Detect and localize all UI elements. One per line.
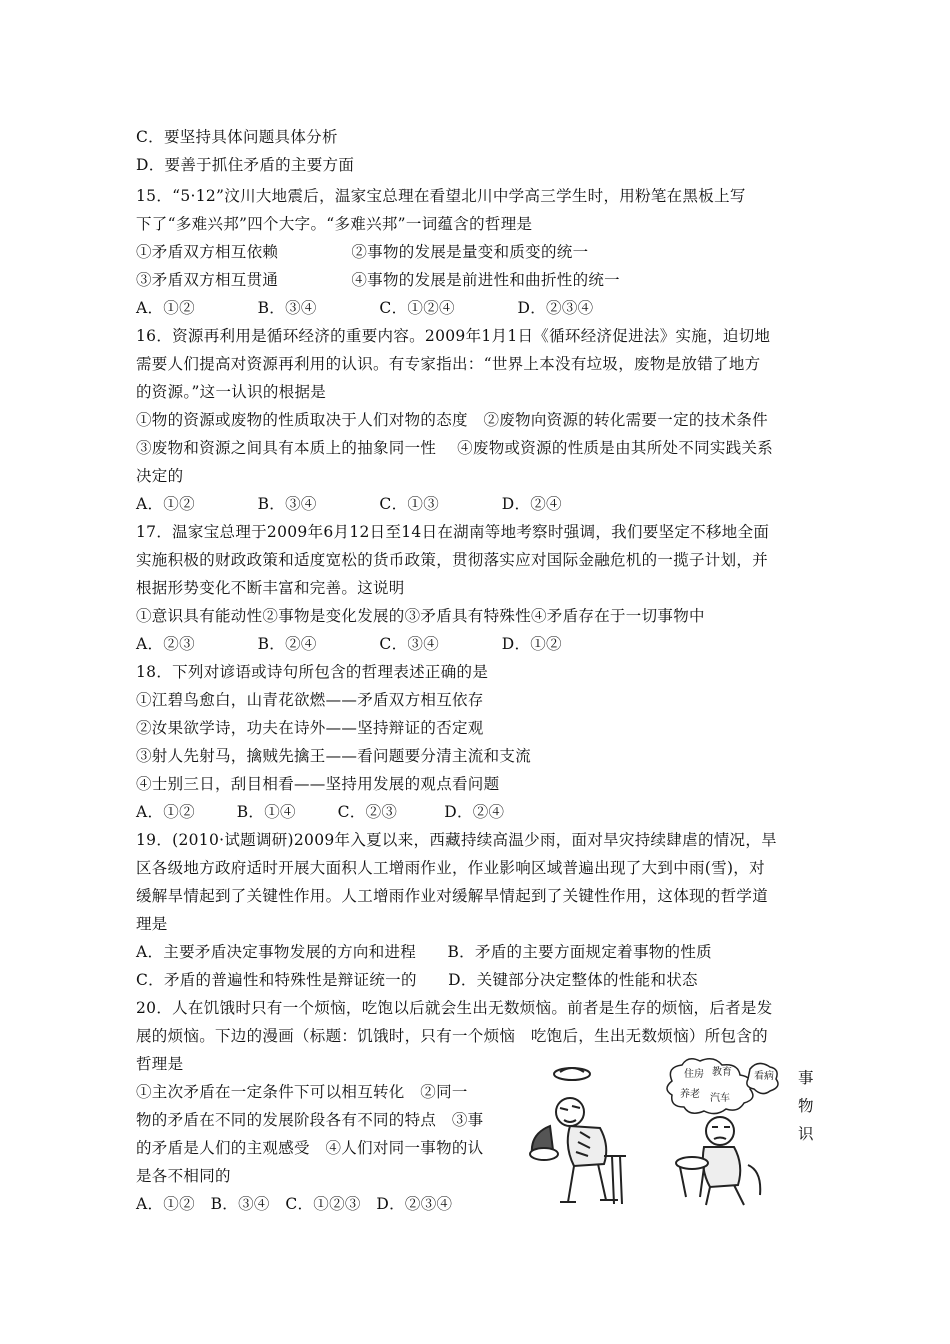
text-line: A．①② B．③④ C．①③ D．②④: [136, 495, 562, 513]
text-line: 根据形势变化不断丰富和完善。这说明: [136, 579, 405, 597]
worry-car: 汽车: [710, 1093, 730, 1104]
text-line: 的矛盾是人们的主观感受 ④人们对同一事物的认: [136, 1139, 484, 1157]
wrap-char-3: 识: [798, 1125, 814, 1143]
text-line: 下了“多难兴邦”四个大字。“多难兴邦”一词蕴含的哲理是: [136, 215, 533, 233]
text-line: ③矛盾双方相互贯通 ④事物的发展是前进性和曲折性的统一: [136, 271, 620, 289]
text-line: 实施积极的财政政策和适度宽松的货币政策，贯彻落实应对国际金融危机的一揽子计划，并: [136, 551, 769, 569]
wrap-char-1: 事: [798, 1069, 814, 1087]
worry-housing: 住房: [684, 1069, 704, 1080]
text-line: ①意识具有能动性②事物是变化发展的③矛盾具有特殊性④矛盾存在于一切事物中: [136, 607, 705, 625]
text-line: 决定的: [136, 467, 184, 485]
text-line: 19．(2010·试题调研)2009年入夏以来，西藏持续高温少雨，面对旱灾持续肆虐的情况，旱: [136, 831, 777, 849]
text-line: 16．资源再利用是循环经济的重要内容。2009年1月1日《循环经济促进法》实施，迫切地: [136, 327, 771, 345]
text-line: 物的矛盾在不同的发展阶段各有不同的特点 ③事: [136, 1111, 484, 1129]
cartoon-hungry: [520, 1060, 640, 1210]
text-line: 20．人在饥饿时只有一个烦恼，吃饱以后就会生出无数烦恼。前者是生存的烦恼，后者是发: [136, 999, 773, 1017]
text-line: A．①② B．③④ C．①②④ D．②③④: [136, 299, 594, 317]
text-line: ①物的资源或废物的性质取决于人们对物的态度 ②废物向资源的转化需要一定的技术条件: [136, 411, 768, 429]
text-line: 18．下列对谚语或诗句所包含的哲理表述正确的是: [136, 663, 489, 681]
wrap-char-2: 物: [798, 1097, 814, 1115]
text-line: 的资源。”这一认识的根据是: [136, 383, 327, 401]
text-line: ①矛盾双方相互依赖 ②事物的发展是量变和质变的统一: [136, 243, 589, 261]
text-line: ③废物和资源之间具有本质上的抽象同一性 ④废物或资源的性质是由其所处不同实践关系: [136, 439, 774, 457]
text-line: ①主次矛盾在一定条件下可以相互转化 ②同一: [136, 1083, 468, 1101]
worry-education: 教育: [712, 1067, 732, 1078]
text-line: A．①② B．①④ C．②③ D．②④: [136, 803, 505, 821]
text-line: ④士别三日，刮目相看——坚持用发展的观点看问题: [136, 775, 500, 793]
text-line: 理是: [136, 915, 168, 933]
text-line: 展的烦恼。下边的漫画（标题：饥饿时，只有一个烦恼 吃饱后，生出无数烦恼）所包含的: [136, 1027, 768, 1045]
worry-medical: 看病: [754, 1071, 774, 1082]
text-line: ③射人先射马，擒贼先擒王——看问题要分清主流和支流: [136, 747, 532, 765]
text-line: 需要人们提高对资源再利用的认识。有专家指出：“世界上本没有垃圾，废物是放错了地方: [136, 355, 761, 373]
text-line: A．②③ B．②④ C．③④ D．①②: [136, 635, 562, 653]
text-line: ②汝果欲学诗，功夫在诗外——坚持辩证的否定观: [136, 719, 484, 737]
text-line: 哲理是: [136, 1055, 184, 1073]
text-line: 区各级地方政府适时开展大面积人工增雨作业，作业影响区域普遍出现了大到中雨(雪)，对: [136, 859, 765, 877]
text-line: 是各不相同的: [136, 1167, 231, 1185]
text-line: A．主要矛盾决定事物发展的方向和进程 B．矛盾的主要方面规定着事物的性质: [136, 943, 712, 961]
text-line: 17．温家宝总理于2009年6月12日至14日在湖南等地考察时强调，我们要坚定不移地全面: [136, 523, 770, 541]
text-line: C．要坚持具体问题具体分析: [136, 128, 338, 146]
text-line: 缓解旱情起到了关键性作用。人工增雨作业对缓解旱情起到了关键性作用，这体现的哲学道: [136, 887, 769, 905]
text-line: A．①② B．③④ C．①②③ D．②③④: [136, 1195, 453, 1213]
text-line: 15．“5·12”汶川大地震后，温家宝总理在看望北川中学高三学生时，用粉笔在黑板上写: [136, 187, 746, 205]
worry-elderly: 养老: [680, 1089, 700, 1100]
cartoon-full: [660, 1055, 790, 1210]
text-line: ①江碧鸟愈白，山青花欲燃——矛盾双方相互依存: [136, 691, 484, 709]
text-line: D．要善于抓住矛盾的主要方面: [136, 156, 355, 174]
text-line: C．矛盾的普遍性和特殊性是辩证统一的 D．关键部分决定整体的性能和状态: [136, 971, 698, 989]
